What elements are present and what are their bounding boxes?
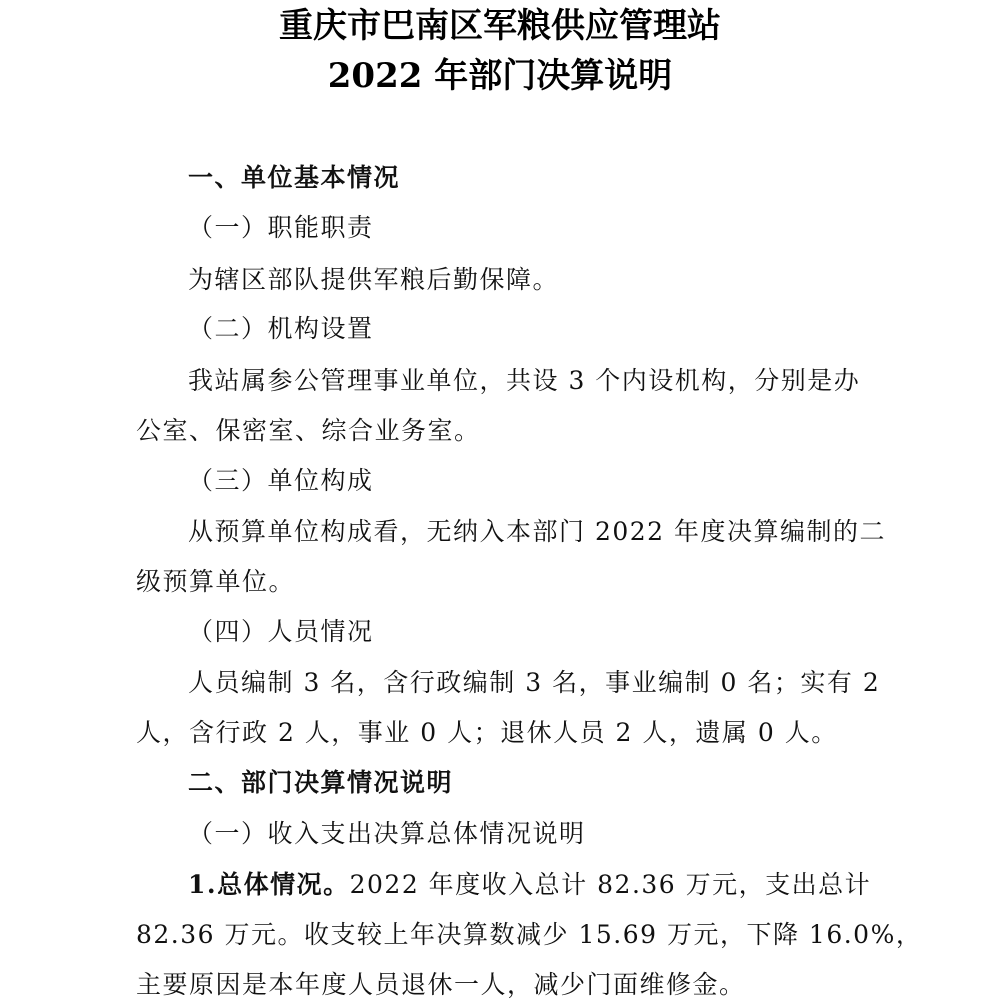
section2-heading: 二、部门决算情况说明	[188, 768, 454, 797]
document-title-line1: 重庆市巴南区军粮供应管理站	[279, 6, 721, 46]
sub2-heading: （二）机构设置	[188, 314, 374, 343]
sub2-text-line1: 我站属参公管理事业单位，共设 3 个内设机构，分别是办	[188, 366, 861, 395]
sub3-text-line2: 级预算单位。	[136, 567, 296, 596]
section1-heading: 一、单位基本情况	[188, 163, 401, 192]
overall-paragraph-line1	[188, 869, 928, 901]
sub4-text-line1: 人员编制 3 名，含行政编制 3 名，事业编制 0 名；实有 2	[188, 668, 881, 697]
overall-paragraph-line2: 82.36 万元。收支较上年决算数减少 15.69 万元，下降 16.0%，	[136, 920, 923, 949]
sub1-text: 为辖区部队提供军粮后勤保障。	[188, 265, 560, 294]
sub2-text-line2: 公室、保密室、综合业务室。	[136, 416, 481, 445]
sub3-text-line1: 从预算单位构成看，无纳入本部门 2022 年度决算编制的二	[188, 517, 887, 546]
sub3-heading: （三）单位构成	[188, 466, 374, 495]
overall-paragraph-line3: 主要原因是本年度人员退休一人，减少门面维修金。	[136, 970, 746, 999]
overall-line1-rest: 2022 年度收入总计 82.36 万元，支出总计	[349, 870, 872, 899]
sub1-heading: （一）职能职责	[188, 213, 374, 242]
document-title-line2: 2022 年部门决算说明	[327, 56, 673, 96]
overall-lead: 1.总体情况。	[188, 870, 350, 899]
sub4-heading: （四）人员情况	[188, 617, 374, 646]
sub4-text-line2: 人，含行政 2 人，事业 0 人；退休人员 2 人，遗属 0 人。	[136, 718, 838, 747]
section2-sub1-heading: （一）收入支出决算总体情况说明	[188, 819, 586, 848]
